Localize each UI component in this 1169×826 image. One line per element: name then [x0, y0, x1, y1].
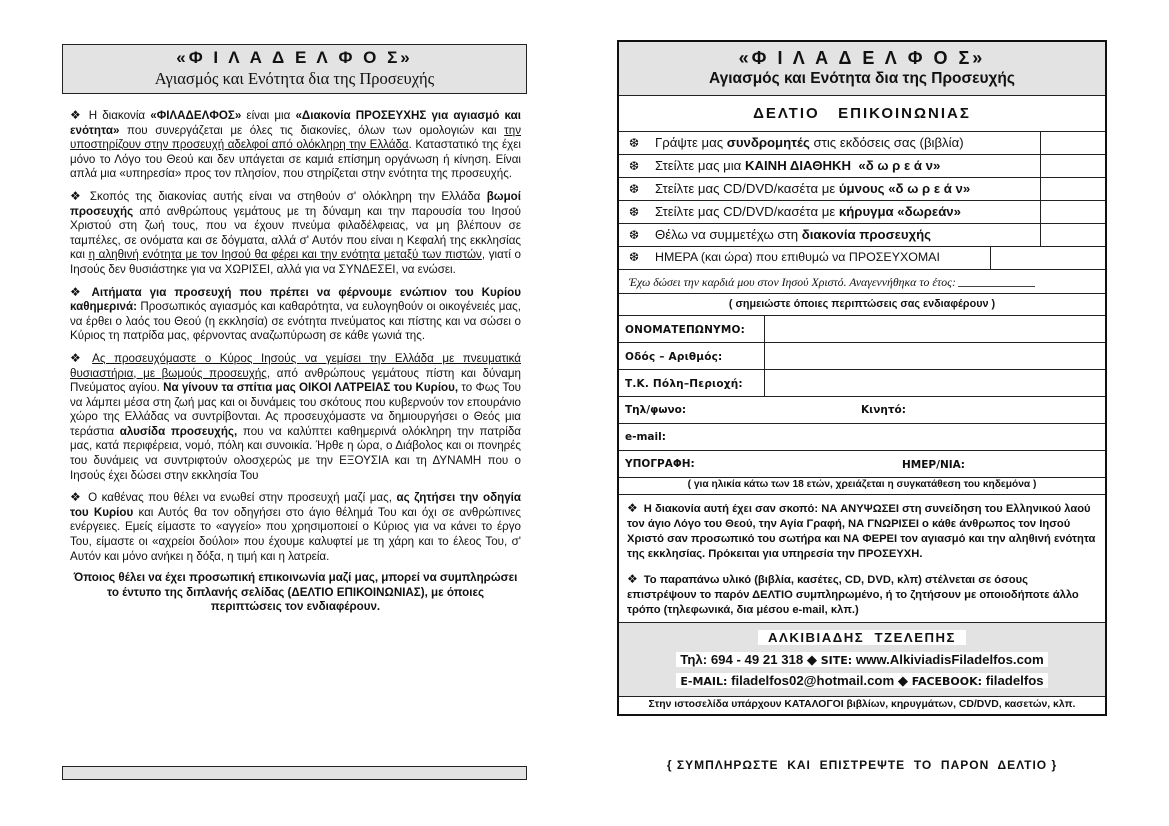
snowflake-icon: ❆ — [629, 136, 640, 150]
date-label: ΗΜΕΡ/ΝΙΑ: — [902, 459, 965, 471]
phone-site-line: Τηλ: 694 - 49 21 318 ◆ SITE: www.AlkiviadisFiladelfos.com — [623, 650, 1101, 671]
rebirth-year-input[interactable] — [958, 275, 1035, 287]
left-body — [62, 94, 527, 615]
name-label: ΟΝΟΜΑΤΕΠΩΝΥΜΟ: — [619, 316, 765, 342]
checkbox-sermons[interactable] — [1040, 201, 1105, 223]
left-header — [62, 44, 527, 94]
postal-field[interactable] — [619, 370, 1105, 397]
signature-field[interactable] — [619, 451, 1105, 478]
option-prayer-day[interactable]: ❆ ΗΜΕΡΑ (και ώρα) που επιθυμώ να ΠΡΟΣΕΥΧΟΜΑΙ — [619, 247, 1105, 270]
diamond-icon: ❖ — [627, 572, 638, 586]
purpose-paragraph: ❖ Η διακονία αυτή έχει σαν σκοπό: ΝΑ ΑΝΥΨΩΣΕΙ στη συνείδηση του Ελληνικού λαού τον άγιο Λόγο του Θεού, την Αγία Γραφή, ΝΑ ΓΝΩΡΙΣΕΙ ο κάθε άνθρωπος τον Ιησού Χριστό σαν προσωπικό του σωτήρα και ΝΑ ΦΕΡΕΙ τον αγιασμό και την αληθινή ενότητα της εκκλησίας. Πρόκειται για υπηρεσία την ΠΡΟΣΕΥΧΗ. — [627, 501, 1096, 560]
street-field[interactable] — [619, 343, 1105, 370]
snowflake-icon: ❆ — [629, 159, 640, 173]
facebook-link[interactable]: filadelfos — [985, 673, 1044, 688]
checkbox-prayer-ministry[interactable] — [1040, 224, 1105, 246]
guardian-note: ( για ηλικία κάτω των 18 ετών, χρειάζεται η συγκατάθεση του κηδεμόνα ) — [619, 478, 1105, 495]
option-sermons[interactable]: ❆ Στείλτε μας CD/DVD/κασέτα με κήρυγμα «δωρεάν» — [619, 201, 1105, 224]
email-fb-line: E-MAIL: filadelfos02@hotmail.com ◆ FACEBOOK: filadelfos — [623, 671, 1101, 692]
diamond-icon: ❖ — [70, 350, 87, 365]
note-mark-options: ( σημειώστε όποιες περιπτώσεις σας ενδιαφέρουν ) — [619, 294, 1105, 316]
paragraph-2: ❖ Σκοπός της διακονίας αυτής είναι να στηθούν σ' ολόκληρη την Ελλάδα βωμοί προσευχής από ανθρώπους γεμάτους με τη δύναμη και την παρουσία του Ιησού Χριστού στη ζωή τους, που να έχουν πνεύμα φιλαδέλφειας, να μη βλέπουν σε ταμπέλες, σε ονόματα και σε δόγματα, αλλά σ' Αυτόν που είναι η Κεφαλή της εκκλησίας και η αληθινή ενότητα με τον Ιησού θα φέρει και την ενότητα μεταξύ των πιστών, γιατί ο Ιησούς δεν θυσιάστηκε για να ΧΩΡΙΣΕΙ, αλλά για να ΣΥΝΔΕΣΕΙ, να ενώσει. — [70, 188, 521, 276]
snowflake-icon: ❆ — [629, 228, 640, 242]
mobile-label: Κινητό: — [861, 404, 906, 416]
form-title: ΔΕΛΤΙΟ ΕΠΙΚΟΙΝΩΝΙΑΣ — [619, 96, 1105, 132]
paragraph-5: ❖ Ο καθένας που θέλει να ενωθεί στην προσευχή μαζί μας, ας ζητήσει την οδηγία του Κυρίου και Αυτός θα τον οδηγήσει στο άγιο θέλημά Του και όχι σε ανθρώπινες ενέργειες. Εμείς είμαστε το «αγγείο» που χρησιμοποιεί ο Κύριος για να κάνει το έργο Του, είμαστε οι «αχρείοι δούλοι» που έχουμε καλυφτεί με τη χάρη και το έλεος Του, σ' Αυτόν και μόνο ανήκει η δόξα, η τιμή και η λατρεία. — [70, 490, 521, 563]
diamond-icon: ❖ — [70, 284, 86, 299]
email-label: e-mail: — [625, 431, 666, 443]
checkbox-hymns[interactable] — [1040, 178, 1105, 200]
return-instruction: { ΣΥΜΠΛΗΡΩΣΤΕ ΚΑΙ ΕΠΙΣΤΡΕΨΤΕ ΤΟ ΠΑΡΟΝ ΔΕΛΤΙΟ } — [666, 758, 1058, 772]
option-hymns[interactable]: ❆ Στείλτε μας CD/DVD/κασέτα με ύμνους «δ ω ρ ε ά ν» — [619, 178, 1105, 201]
right-title: «Φ Ι Λ Α Δ Ε Λ Φ Ο Σ» — [738, 48, 986, 68]
prayer-day-input[interactable] — [990, 247, 1105, 269]
site-link[interactable]: www.AlkiviadisFiladelfos.com — [855, 652, 1044, 667]
option-new-testament[interactable]: ❆ Στείλτε μας μια ΚΑΙΝΗ ΔΙΑΘΗΚΗ «δ ω ρ ε ά ν» — [619, 155, 1105, 178]
left-page — [62, 44, 527, 622]
contact-box — [619, 623, 1105, 697]
contact-name: ΑΛΚΙΒΙΑΔΗΣ ΤΖΕΛΕΠΗΣ — [758, 630, 966, 645]
paragraph-3: ❖ Αιτήματα για προσευχή που πρέπει να φέρνουμε ενώπιον του Κυρίου καθημερινά: Προσωπικός αγιασμός και καθαρότητα, να ευλογηθούν οι οικογένειές μας, να έρθει ο λαός του Θεού (η εκκλησία) σε ενότητα πνεύματος και πίστης και να σώσει ο Κύριος τη πατρίδα μας, φέρνοντας αναζωπύρωση σε κάθε γωνιά της. — [70, 284, 521, 343]
paragraph-1: ❖ Η διακονία «ΦΙΛΑΔΕΛΦΟΣ» είναι μια «Διακονία ΠΡΟΣΕΥΧΗΣ για αγιασμό και ενότητα» που συνεργάζεται με όλες τις διακονίες, όλων των ομολογιών και την υποστηρίζουν στην προσευχή αδελφοί από ολόκληρη την Ελλάδα. Καταστατικό της έχει μόνο το Λόγο του Θεού και δεν υπάγεται σε καμιά επίσημη οργάνωση ή κίνηση. Είναι απλά μια «υπηρεσία» προς τον πλησίον, που στηρίζεται στην ενότητα της προσευχής. — [70, 108, 522, 181]
street-label: Οδός – Αριθμός: — [619, 343, 765, 369]
diamond-icon: ❖ — [70, 188, 84, 203]
snowflake-icon: ❆ — [629, 250, 640, 264]
info-paragraphs — [619, 495, 1105, 623]
checkbox-new-testament[interactable] — [1040, 155, 1105, 177]
checkbox-subscribers[interactable] — [1040, 132, 1105, 154]
left-subtitle: Αγιασμός και Ενότητα δια της Προσευχής — [154, 69, 435, 88]
name-field[interactable] — [619, 316, 1105, 343]
separator-diamond-icon: ◆ — [806, 652, 818, 667]
phone-label: Τηλ/φωνο: — [625, 404, 687, 416]
rebirth-year-row[interactable]: Έχω δώσει την καρδιά μου στον Ιησού Χριστό. Αναγεννήθηκα το έτος: — [619, 270, 1105, 294]
right-header — [619, 42, 1105, 96]
free-material-paragraph: ❖ Το παραπάνω υλικό (βιβλία, κασέτες, CD, DVD, κλπ) στέλνεται σε όσους επιστρέψουν το παρόν ΔΕΛΤΙΟ συμπληρωμένο, ή το ζητήσουν με οποιοδήποτε άλλο τρόπο (τηλεφωνικά, δια μέσου e-mail, κλπ.) — [627, 572, 1079, 616]
separator-diamond-icon: ◆ — [897, 673, 909, 688]
catalog-note: Στην ιστοσελίδα υπάρχουν ΚΑΤΑΛΟΓΟΙ βιβλίων, κηρυγμάτων, CD/DVD, κασετών, κλπ. — [648, 699, 1076, 710]
phone-field[interactable] — [619, 397, 1105, 424]
option-subscribers[interactable]: ❆ Γράψτε μας συνδρομητές στις εκδόσεις σας (βιβλία) — [619, 132, 1105, 155]
snowflake-icon: ❆ — [629, 182, 640, 196]
snowflake-icon: ❆ — [629, 205, 640, 219]
email-link[interactable]: filadelfos02@hotmail.com — [731, 673, 895, 688]
diamond-icon: ❖ — [70, 490, 83, 505]
postal-label: Τ.Κ. Πόλη–Περιοχή: — [619, 370, 765, 396]
email-field[interactable] — [619, 424, 1105, 451]
paragraph-4: ❖ Ας προσευχόμαστε ο Κύρος Ιησούς να γεμίσει την Ελλάδα με πνευματικά θυσιαστήρια, με βωμούς προσευχής, από ανθρώπους γεμάτους πίστη και δύναμη Πνεύματος αγίου. Να γίνουν τα σπίτια μας ΟΙΚΟΙ ΛΑΤΡΕΙΑΣ του Κυρίου, το Φως Του να λάμπει μέσα στη ζωή μας και οι δυνάμεις του σκότους που κυβερνούν τον επουράνιο χώρο της Ελλάδας να συντρίβονται. Ας προσευχόμαστε να δημιουργήσει ο Θεός μια τεράστια αλυσίδα προσευχής, που να καλύπτει καθημερινά ολόκληρη την πατρίδα μας, κατά περιφέρεια, νομό, πόλη και συνοικία. Ήρθε η ώρα, ο Διάβολος και οι πονηρές του δυνάμεις να συντριφτούν ολοσχερώς με την ΕΞΟΥΣΙΑ και τη ΔΥΝΑΜΗ που ο Ιησούς έχει δώσει στην εκκλησία Του — [70, 350, 521, 482]
diamond-icon: ❖ — [627, 501, 638, 515]
paragraph-contact-invite: Όποιος θέλει να έχει προσωπική επικοινωνία μαζί μας, μπορεί να συμπληρώσει το έντυπο της διπλανής σελίδας (ΔΕΛΤΙΟ ΕΠΙΚΟΙΝΩΝΙΑΣ), με όποιες περιπτώσεις τον ενδιαφέρουν. — [73, 571, 518, 614]
left-title: «Φ Ι Λ Α Δ Ε Λ Φ Ο Σ» — [176, 48, 413, 67]
option-prayer-ministry[interactable]: ❆ Θέλω να συμμετέχω στη διακονία προσευχής — [619, 224, 1105, 247]
phone-number: 694 - 49 21 318 — [710, 652, 804, 667]
diamond-icon: ❖ — [70, 108, 83, 122]
signature-label: ΥΠΟΓΡΑΦΗ: — [625, 458, 695, 470]
right-subtitle: Αγιασμός και Ενότητα δια της Προσευχής — [709, 70, 1015, 87]
contact-form — [617, 40, 1107, 716]
left-footer-bar — [62, 766, 527, 780]
